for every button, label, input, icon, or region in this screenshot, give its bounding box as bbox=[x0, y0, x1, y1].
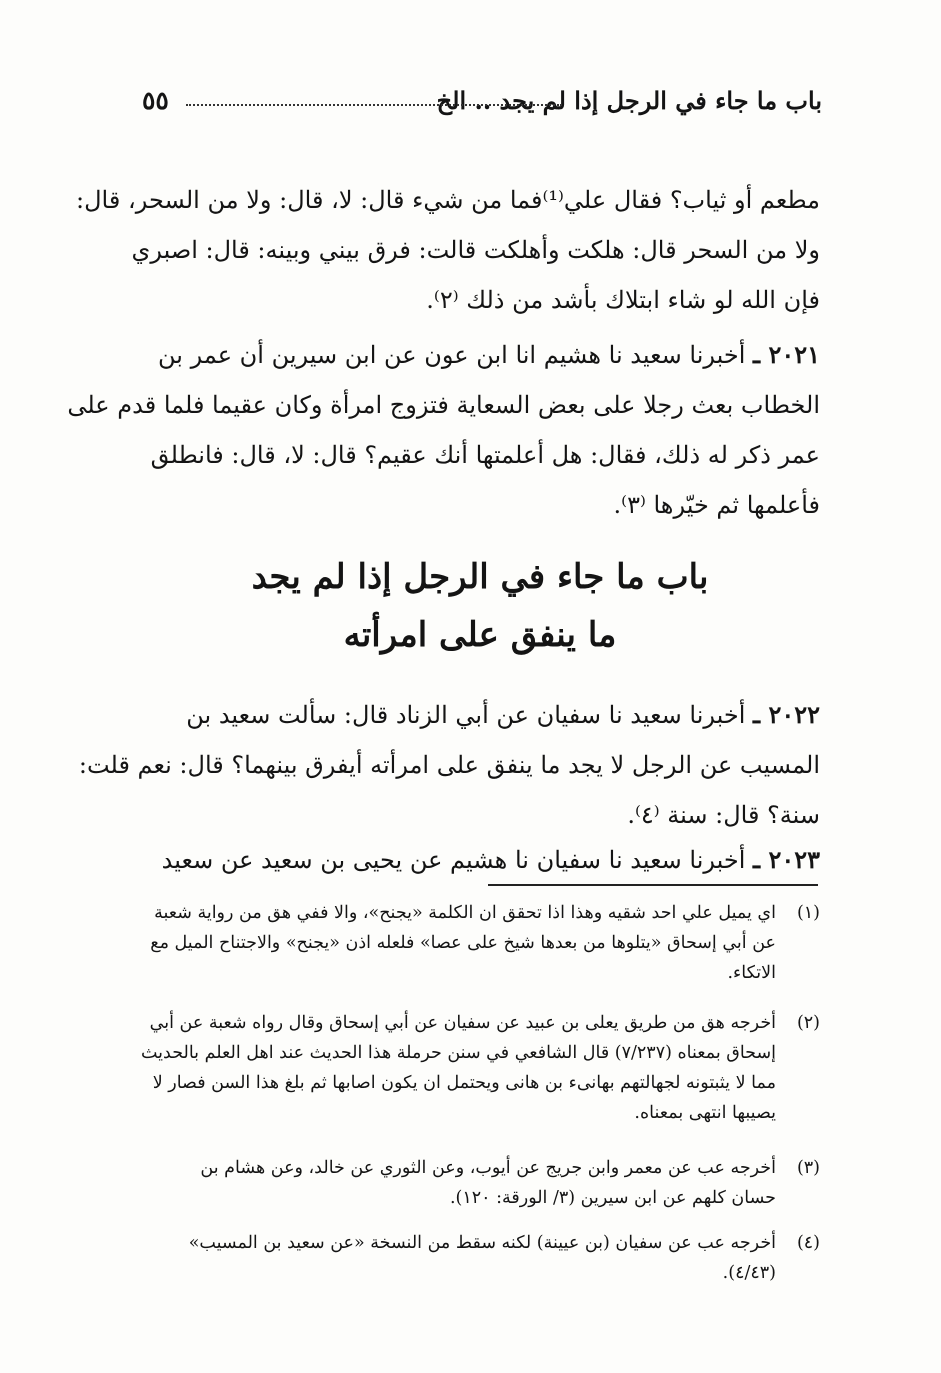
footnote-line: مما لا يثبتونه لجهالتهم بهانىء بن هانى ويحتمل ان يكون اصابها ثم بلغ هذا السن فصار لا bbox=[152, 1073, 776, 1093]
footnote-3 bbox=[140, 1153, 820, 1213]
chapter-heading-line: باب ما جاء في الرجل إذا لم يجد bbox=[251, 557, 709, 597]
footnote-2 bbox=[140, 1008, 820, 1128]
text-line: عمر ذكر له ذلك، فقال: هل أعلمتها أنك عقيم؟ قال: لا، قال: فانطلق bbox=[150, 441, 820, 469]
text-line: ولا من السحر قال: هلكت وأهلكت قالت: فرق بيني وبينه: قال: اصبري bbox=[131, 236, 820, 264]
paragraph-continuation bbox=[76, 175, 820, 325]
footnote-marker: (٣) bbox=[796, 1158, 820, 1178]
footnote-line: يصيبها انتهى بمعناه. bbox=[634, 1103, 776, 1123]
text-line: مطعم أو ثياب؟ فقال علي⁽¹⁾فما من شيء قال: لا، قال: ولا من السحر، قال: bbox=[76, 186, 820, 214]
text-line: المسيب عن الرجل لا يجد ما ينفق على امرأته أيفرق بينهما؟ قال: نعم قلت: bbox=[78, 751, 820, 779]
footnote-line: أخرجه عب عن معمر وابن جريج عن أيوب، وعن الثوري عن خالد، وعن هشام بن bbox=[200, 1158, 776, 1178]
header-dotted-leader bbox=[186, 104, 562, 106]
footnote-line: إسحاق بمعناه (٧/٢٣٧) قال الشافعي في سنن حرملة هذا الحديث عند اهل العلم بالحديث bbox=[140, 1043, 776, 1063]
chapter-heading bbox=[150, 548, 810, 664]
text-line: ٢٠٢١ ـ أخبرنا سعيد نا هشيم انا ابن عون عن ابن سيرين أن عمر بن bbox=[158, 340, 820, 369]
footnote-line: عن أبي إسحاق «يتلوها من بعدها شيخ على عصا» فلعله اذن «يجنح» والاجتناح الميل مع bbox=[150, 933, 776, 953]
text-line: الخطاب بعث رجلا على بعض السعاية فتزوج امرأة وكان عقيما فلما قدم على bbox=[67, 391, 820, 419]
hadith-2023 bbox=[145, 835, 820, 885]
running-header bbox=[142, 82, 822, 122]
header-title: باب ما جاء في الرجل إذا لم يجد .. الخ bbox=[436, 86, 822, 115]
footnote-line: حسان كلهم عن ابن سيرين (٣/ الورقة: ١٢٠). bbox=[449, 1188, 776, 1208]
text-line: ٢٠٢٢ ـ أخبرنا سعيد نا سفيان عن أبي الزناد قال: سألت سعيد بن bbox=[186, 700, 820, 729]
footnote-marker: (١) bbox=[796, 903, 820, 923]
chapter-heading-line: ما ينفق على امرأته bbox=[343, 615, 617, 655]
hadith-2021 bbox=[67, 330, 820, 530]
footnote-marker: (٢) bbox=[796, 1013, 820, 1033]
footnote-line: أخرجه عب عن سفيان (بن عيينة) لكنه سقط من النسخة «عن سعيد بن المسيب» bbox=[188, 1233, 776, 1253]
footnote-marker: (٤) bbox=[796, 1233, 820, 1253]
footnote-line: الاتكاء. bbox=[727, 963, 776, 983]
text-line: سنة؟ قال: سنة ⁽٤⁾. bbox=[627, 801, 820, 829]
hadith-number: ٢٠٢١ ـ bbox=[753, 340, 820, 369]
text-line: ٢٠٢٣ ـ أخبرنا سعيد نا سفيان نا هشيم عن يحيى بن سعيد عن سعيد bbox=[161, 845, 820, 874]
hadith-number: ٢٠٢٢ ـ bbox=[753, 700, 820, 729]
hadith-2022 bbox=[78, 690, 820, 840]
footnote-line: أخرجه هق من طريق يعلى بن عبيد عن سفيان عن أبي إسحاق وقال رواه شعبة عن أبي bbox=[149, 1013, 776, 1033]
text-line: فأعلمها ثم خيّرها ⁽٣⁾. bbox=[613, 491, 820, 519]
text-line: فإن الله لو شاء ابتلاك بأشد من ذلك ⁽٢⁾. bbox=[426, 286, 820, 314]
footnote-separator bbox=[488, 884, 818, 886]
footnote-line: اي يميل علي احد شقيه وهذا اذا تحقق ان الكلمة «يجنح»، والا ففي هق من رواية شعبة bbox=[154, 903, 776, 923]
footnote-line: (٤/٤٣). bbox=[722, 1263, 776, 1283]
page-number: ٥٥ bbox=[142, 86, 169, 115]
footnote-1 bbox=[140, 898, 820, 988]
footnote-4 bbox=[140, 1228, 820, 1288]
hadith-number: ٢٠٢٣ ـ bbox=[753, 845, 820, 874]
